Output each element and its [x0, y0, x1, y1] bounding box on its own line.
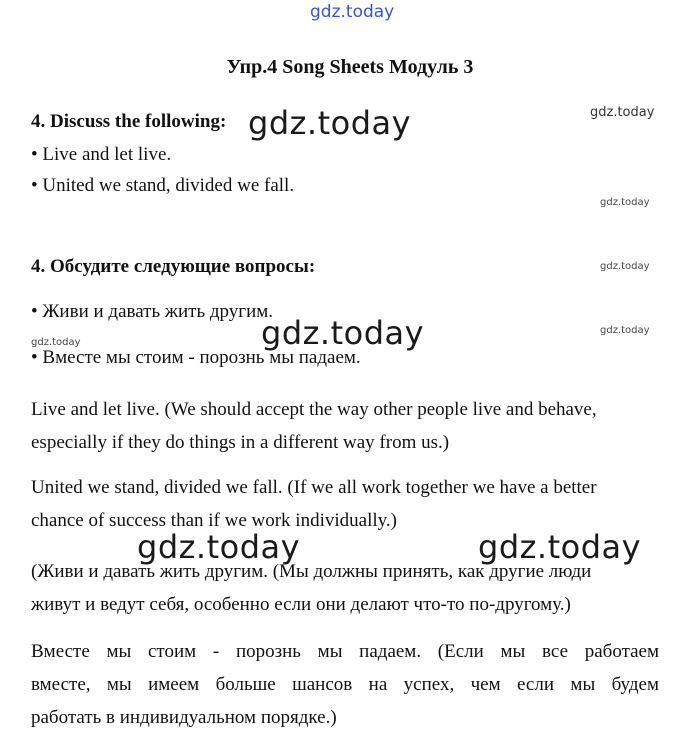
task-item-en: • Live and let live. — [31, 144, 172, 165]
answer-line: живут и ведут себя, особенно если они делают что-то по-другому.) — [31, 594, 571, 615]
answer-paragraph-en-1 — [31, 393, 659, 459]
watermark-small: gdz.today — [590, 105, 655, 120]
watermark-large: gdz.today — [248, 104, 412, 142]
watermark-tiny: gdz.today — [600, 325, 650, 336]
watermark-large: gdz.today — [137, 528, 301, 566]
task-item-ru: • Вместе мы стоим - порознь мы падаем. — [31, 347, 361, 368]
answer-paragraph-ru-1 — [31, 555, 659, 621]
watermark-tiny: gdz.today — [600, 261, 650, 272]
watermark-large: gdz.today — [478, 528, 642, 566]
answer-line: вместе, мы имеем больше шансов на успех, чем если мы будем — [31, 674, 659, 695]
page-title: Упр.4 Song Sheets Модуль 3 — [226, 56, 474, 78]
watermark-large: gdz.today — [261, 314, 425, 352]
watermark-top: gdz.today — [310, 2, 395, 22]
answer-paragraph-ru-2 — [31, 635, 659, 734]
answer-line: chance of success than if we work individually.) — [31, 510, 397, 531]
task-item-ru: • Живи и давать жить другим. — [31, 301, 274, 322]
answer-line: (Живи и давать жить другим. (Мы должны принять, как другие люди — [31, 561, 592, 582]
task-item-en: • United we stand, divided we fall. — [31, 175, 295, 196]
answer-line: especially if they do things in a different way from us.) — [31, 432, 450, 453]
task-heading-ru: 4. Обсудите следующие вопросы: — [31, 256, 316, 277]
answer-paragraph-en-2 — [31, 471, 659, 537]
watermark-tiny: gdz.today — [600, 197, 650, 208]
answer-line: Live and let live. (We should accept the way other people live and behave, — [31, 399, 597, 420]
answer-line: работать в индивидуальном порядке.) — [31, 707, 337, 728]
answer-line: Вместе мы стоим - порознь мы падаем. (Если мы все работаем — [31, 641, 659, 662]
answer-line: United we stand, divided we fall. (If we all work together we have a better — [31, 477, 597, 498]
task-heading-en: 4. Discuss the following: — [31, 111, 227, 132]
watermark-tiny: gdz.today — [31, 337, 81, 348]
